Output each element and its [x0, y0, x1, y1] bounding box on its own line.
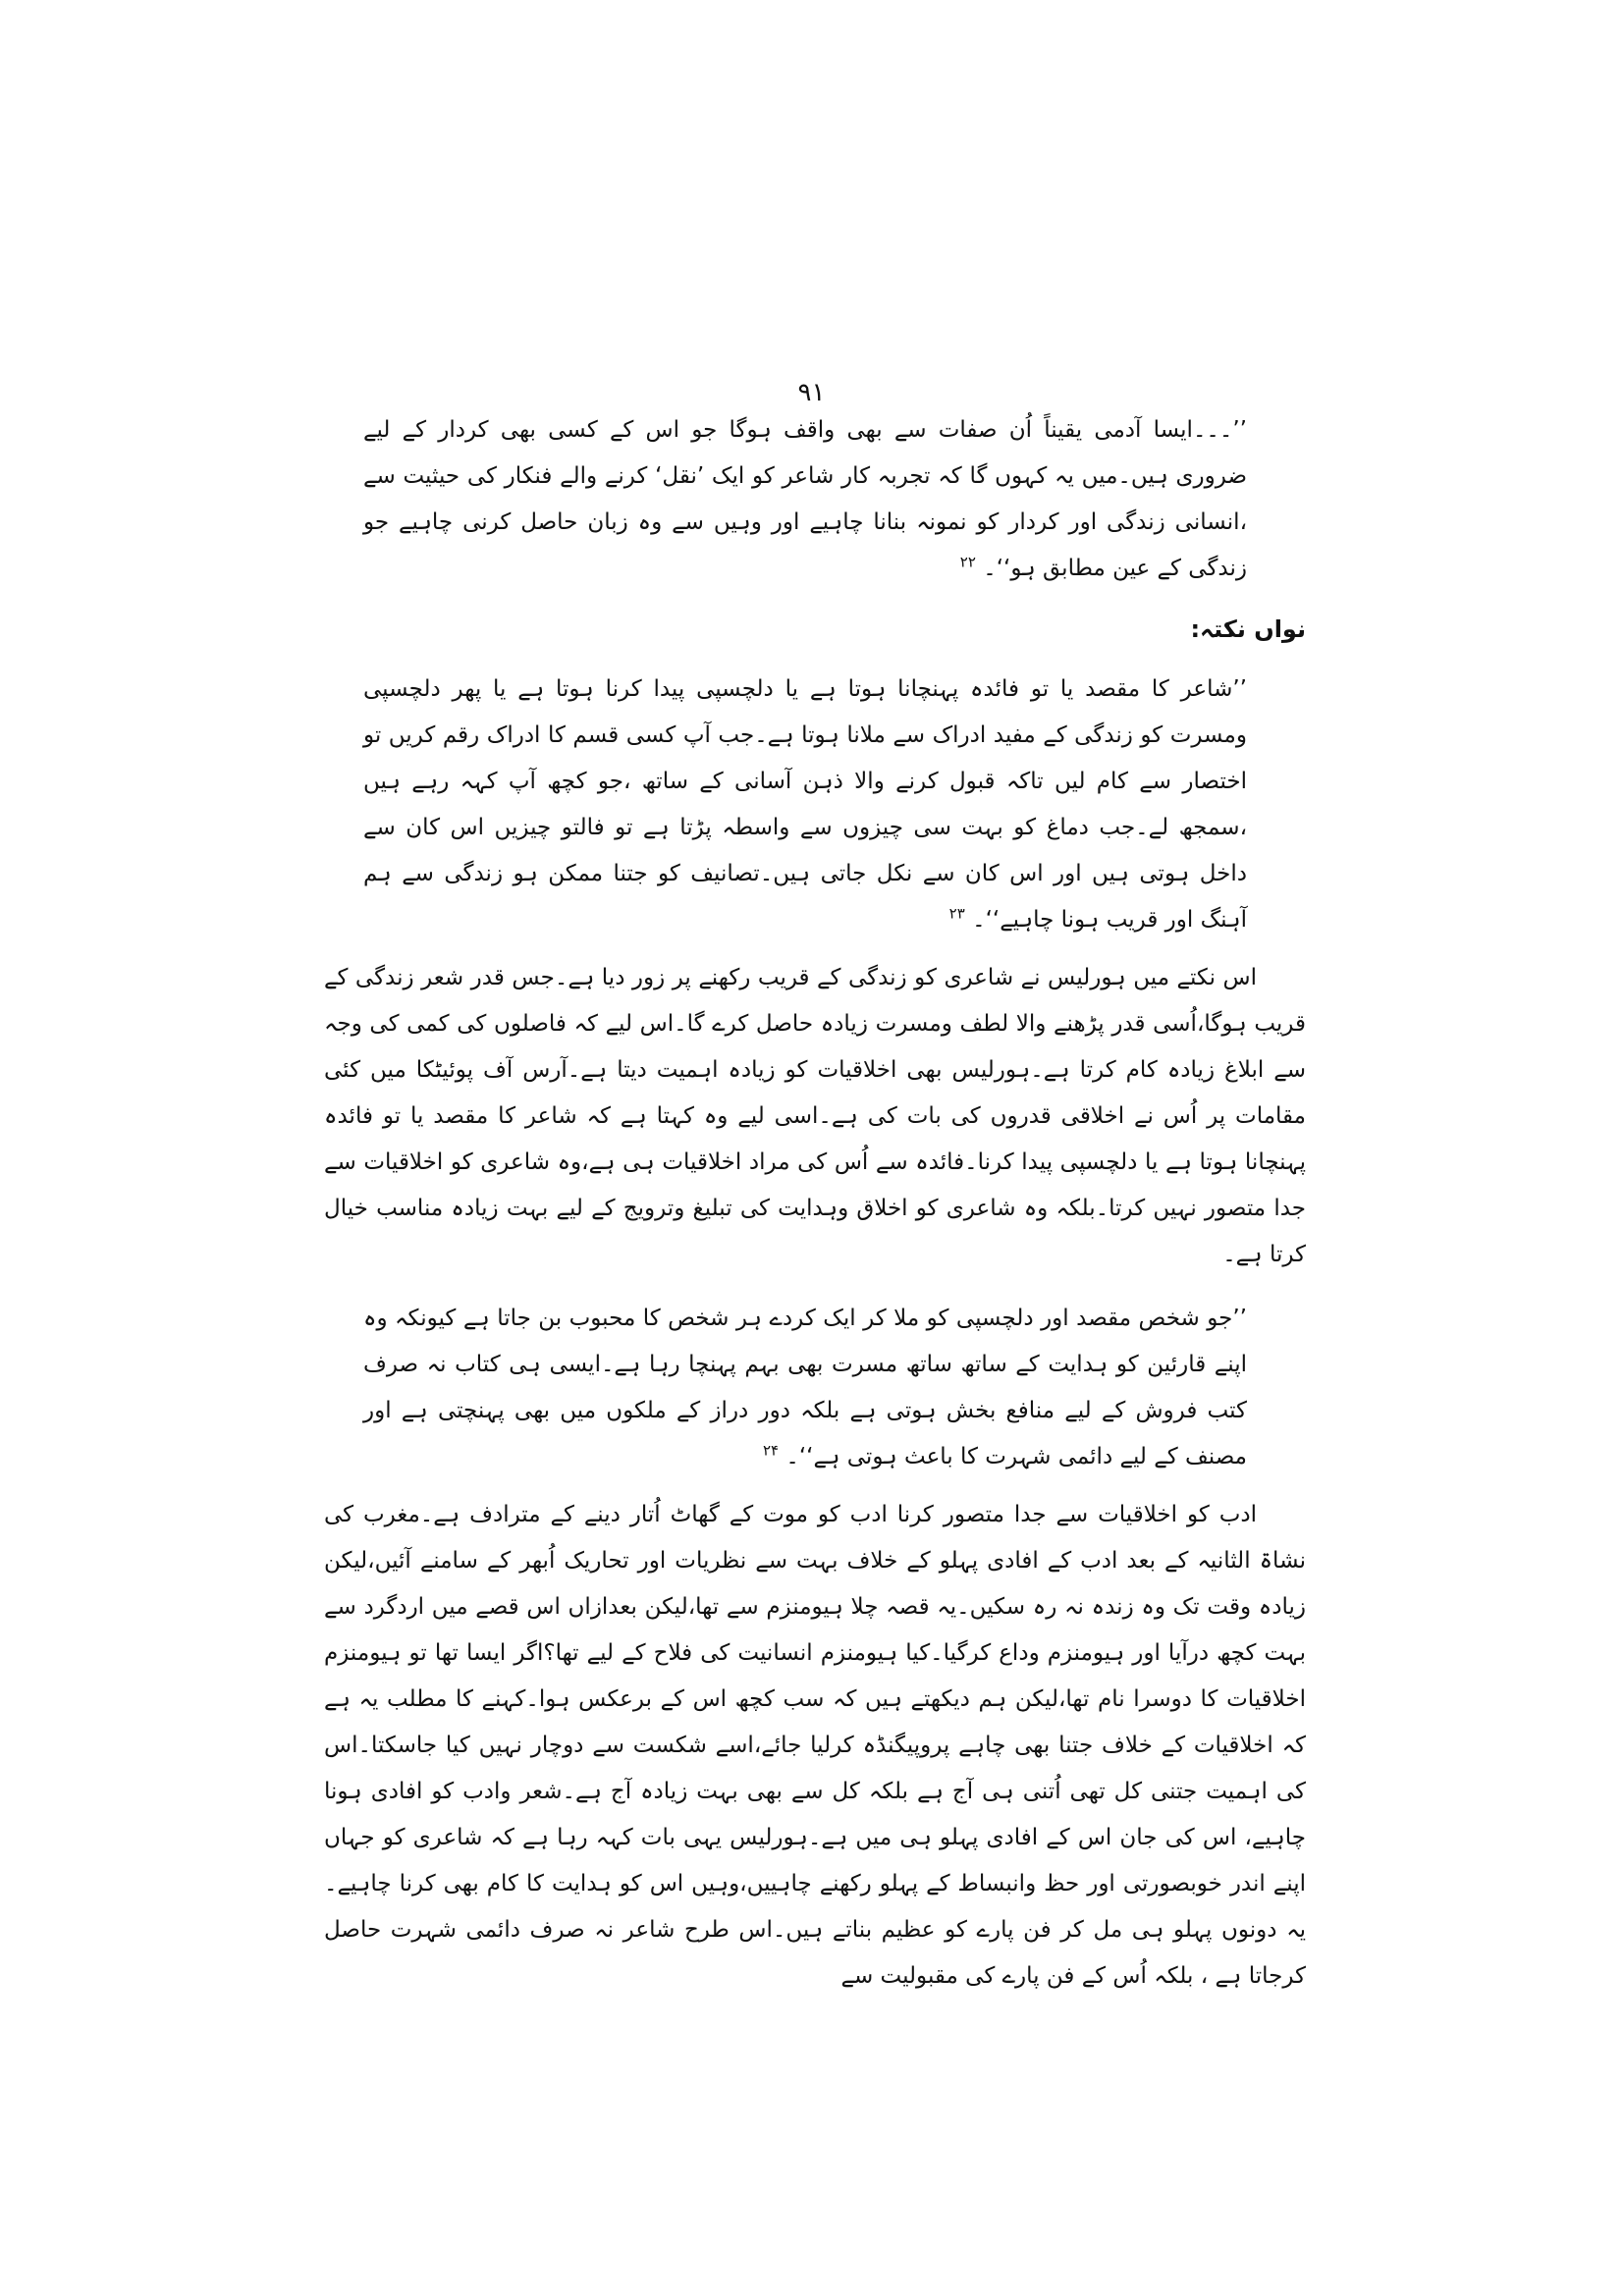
block-quote-24	[363, 1296, 1247, 1480]
body-paragraph-2: ادب کو اخلاقیات سے جدا متصور کرنا ادب کو موت کے گھاٹ اُتار دینے کے مترادف ہے۔مغرب کی نشاۃ الثانیہ کے بعد ادب کے افادی پہلو کے خلاف بہت سے نظریات اور تحاریک اُبھر کے سامنے آئیں،لیکن زیادہ وقت تک وہ زندہ نہ رہ سکیں۔یہ قصہ چلا ہیومنزم سے تھا،لیکن بعدازاں اس قصے میں اردگرد سے بہت کچھ درآیا اور ہیومنزم وداع کرگیا۔کیا ہیومنزم انسانیت کی فلاح کے لیے تھا؟اگر ایسا تھا تو ہیومنزم اخلاقیات کا دوسرا نام تھا،لیکن ہم دیکھتے ہیں کہ سب کچھ اس کے برعکس ہوا۔کہنے کا مطلب یہ ہے کہ اخلاقیات کے خلاف جتنا بھی چاہے پروپیگنڈہ کرلیا جائے،اسے شکست سے دوچار نہیں کیا جاسکتا۔اس کی اہمیت جتنی کل تھی اُتنی ہی آج ہے بلکہ کل سے بھی بہت زیادہ آج ہے۔شعر وادب کو افادی ہونا چاہیے، اس کی جان اس کے افادی پہلو ہی میں ہے۔ہورلیس یہی بات کہہ رہا ہے کہ شاعری کو جہاں اپنے اندر خوبصورتی اور حظ وانبساط کے پہلو رکھنے چاہییں،وہیں اس کو ہدایت کا کام بھی کرنا چاہیے۔یہ دونوں پہلو ہی مل کر فن پارے کو عظیم بناتے ہیں۔اس طرح شاعر نہ صرف دائمی شہرت حاصل کرجاتا ہے ، بلکہ اُس کے فن پارے کی مقبولیت سے	[324, 1502, 1306, 1989]
spacer	[324, 592, 1306, 604]
spacer	[324, 1480, 1306, 1492]
body-paragraph-1: اس نکتے میں ہورلیس نے شاعری کو زندگی کے قریب رکھنے پر زور دیا ہے۔جس قدر شعر زندگی کے قریب ہوگا،اُسی قدر پڑھنے والا لطف ومسرت زیادہ حاصل کرے گا۔اس لیے کہ فاصلوں کی کمی کی وجہ سے ابلاغ زیادہ کام کرتا ہے۔ہورلیس بھی اخلاقیات کو زیادہ اہمیت دیتا ہے۔آرس آف پوئیٹکا میں کئی مقامات پر اُس نے اخلاقی قدروں کی بات کی ہے۔اسی لیے وہ کہتا ہے کہ شاعر کا مقصد یا تو فائدہ پہنچانا ہوتا ہے یا دلچسپی پیدا کرنا۔فائدہ سے اُس کی مراد اخلاقیات ہی ہے،وہ شاعری کو اخلاقیات سے جدا متصور نہیں کرتا۔بلکہ وہ شاعری کو اخلاق وہدایت کی تبلیغ وترویج کے لیے بہت زیادہ مناسب خیال کرتا ہے۔	[324, 965, 1306, 1267]
block-quote-22	[363, 407, 1247, 592]
footnote-ref-24: ۲۴	[762, 1441, 780, 1460]
spacer	[324, 1278, 1306, 1296]
section-heading: نواں نکتہ:	[1190, 615, 1306, 643]
page-body	[324, 407, 1306, 2000]
quote-text: ’’شاعر کا مقصد یا تو فائدہ پہنچانا ہوتا ہے یا دلچسپی پیدا کرنا ہوتا ہے یا پھر دلچسپی ومسرت کو زندگی کے مفید ادراک سے ملانا ہوتا ہے۔جب آپ کسی قسم کا ادراک رقم کریں تو اختصار سے کام لیں تاکہ قبول کرنے والا ذہن آسانی کے ساتھ ،جو کچھ آپ کہہ رہے ہیں ،سمجھ لے۔جب دماغ کو بہت سی چیزوں سے واسطہ پڑتا ہے تو فالتو چیزیں اس کان سے داخل ہوتی ہیں اور اس کان سے نکل جاتی ہیں۔تصانیف کو جتنا ممکن ہو زندگی سے ہم آہنگ اور قریب ہونا چاہیے‘‘۔	[363, 676, 1247, 933]
footnote-ref-23: ۲۳	[948, 904, 965, 923]
block-quote-23	[363, 667, 1247, 943]
spacer	[324, 943, 1306, 955]
page-number: ۹۱	[797, 378, 826, 407]
footnote-ref-22: ۲۲	[959, 553, 976, 571]
quote-text: ’’۔۔۔ایسا آدمی یقیناً اُن صفات سے بھی واقف ہوگا جو اس کے کسی بھی کردار کے لیے ضروری ہیں۔میں یہ کہوں گا کہ تجربہ کار شاعر کو ایک ’نقل‘ کرنے والے فنکار کی حیثیت سے ،انسانی زندگی اور کردار کو نمونہ بنانا چاہیے اور وہیں سے وہ زبان حاصل کرنی چاہیے جو زندگی کے عین مطابق ہو‘‘۔	[363, 417, 1247, 581]
quote-text: ’’جو شخص مقصد اور دلچسپی کو ملا کر ایک کردے ہر شخص کا محبوب بن جاتا ہے کیونکہ وہ اپنے قارئین کو ہدایت کے ساتھ ساتھ مسرت بھی بہم پہنچا رہا ہے۔ایسی ہی کتاب نہ صرف کتب فروش کے لیے منافع بخش ہوتی ہے بلکہ دور دراز کے ملکوں میں بھی پہنچتی ہے اور مصنف کے لیے دائمی شہرت کا باعث ہوتی ہے‘‘۔	[363, 1306, 1247, 1469]
